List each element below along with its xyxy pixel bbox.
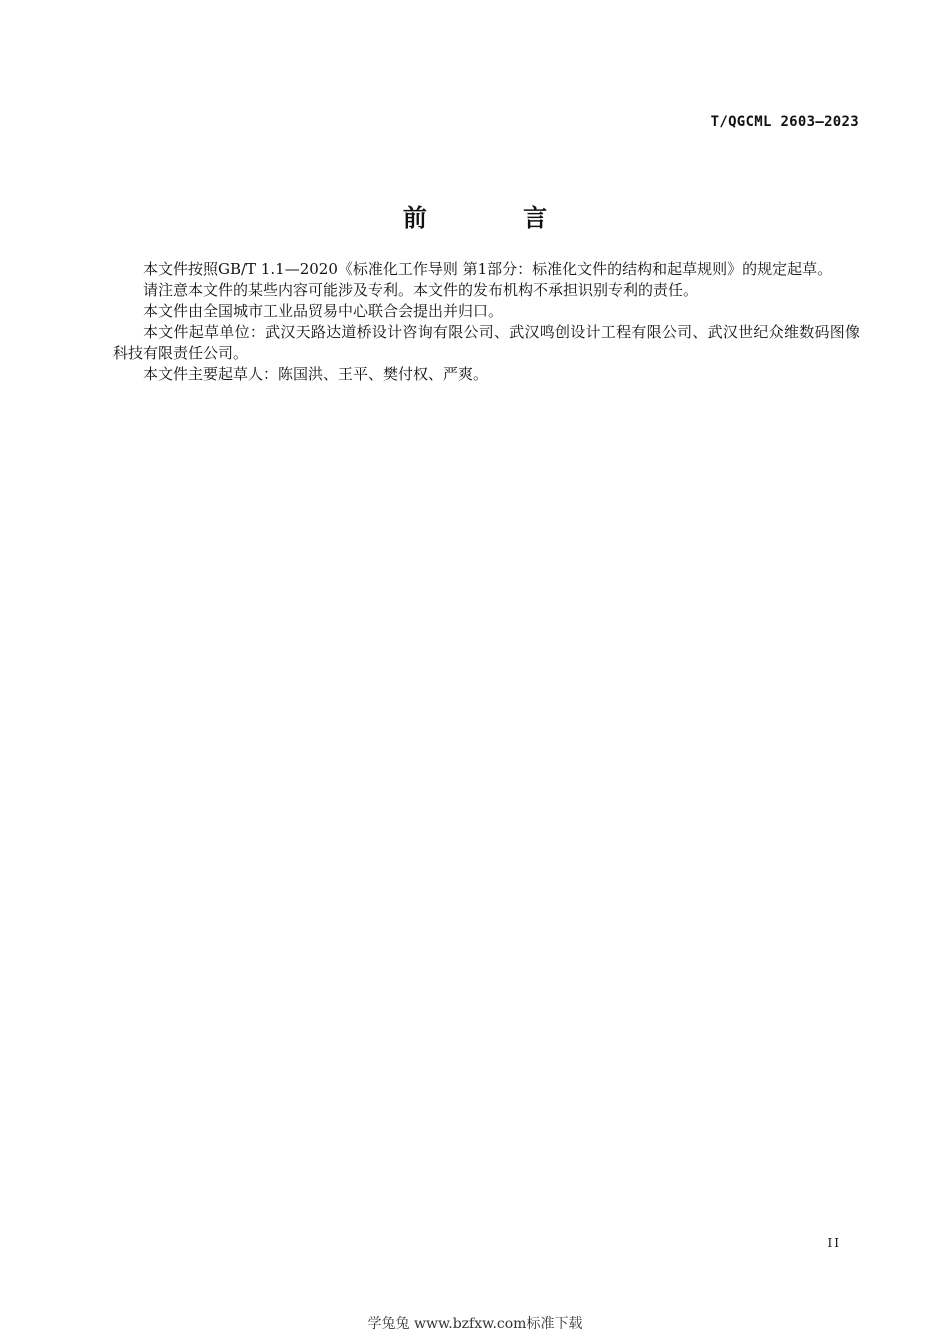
page-title: 前 言	[402, 204, 592, 232]
paragraph-proposer: 本文件由全国城市工业品贸易中心联合会提出并归口。	[143, 302, 504, 320]
paragraph-patent-notice: 请注意本文件的某些内容可能涉及专利。本文件的发布机构不承担识别专利的责任。	[143, 281, 699, 299]
watermark: 学兔兔 www.bzfxw.com标准下载	[367, 1316, 583, 1332]
paragraph-drafting-units: 本文件起草单位：武汉天路达道桥设计咨询有限公司、武汉鸣创设计工程有限公司、武汉世纪众维数码图像科技有限责任公司。	[113, 323, 860, 362]
page-number: II	[827, 1236, 841, 1250]
document-code: T/QGCML 2603—2023	[710, 114, 859, 130]
foreword-body	[113, 259, 860, 385]
paragraph-drafting-rules: 本文件按照GB/T 1.1—2020《标准化工作导则 第1部分：标准化文件的结构和起草规则》的规定起草。	[143, 260, 833, 278]
paragraph-drafters: 本文件主要起草人：陈国洪、王平、樊付权、严爽。	[143, 365, 489, 383]
